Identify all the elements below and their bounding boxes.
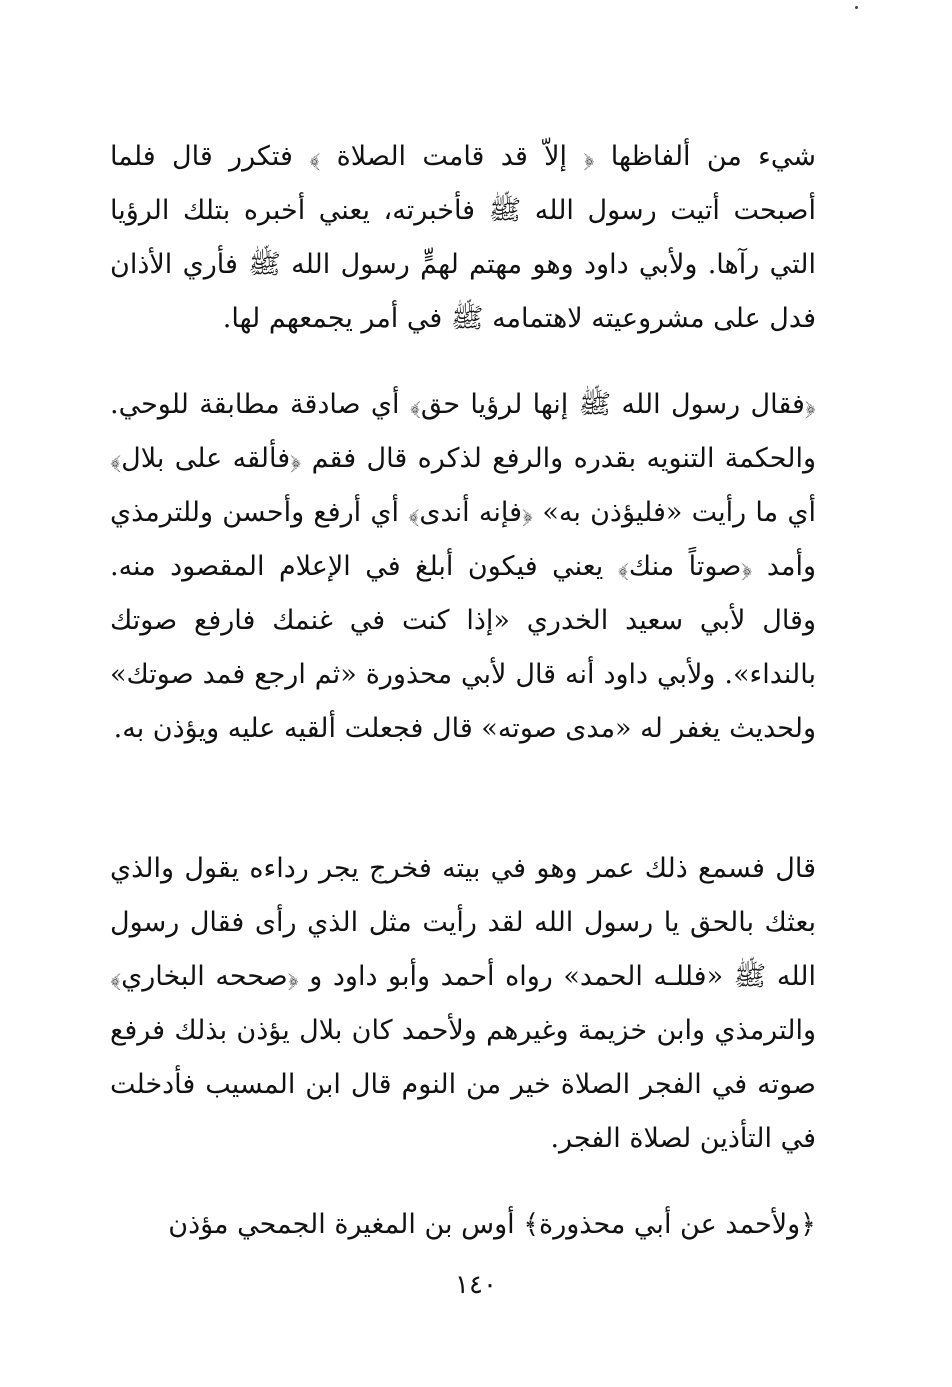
paragraph-1: شيء من ألفاظها ﴿ إلاّ قد قامت الصلاة ﴾ فتكرر قال فلما أصبحت أتيت رسول الله ﷺ فأخبرته، يعني أخبره بتلك الرؤيا التي رآها. ولأبي داود وهو مهتم لهمٍّ رسول الله ﷺ فأري الأذان فدل على مشروعيته لاهتمامه ﷺ في أمر يجمعهم لها. <box>110 141 816 334</box>
scan-speck <box>855 6 858 9</box>
paragraph-4: ﴿ولأحمد عن أبي محذورة﴾ أوس بن المغيرة الجمحي مؤذن <box>168 1209 816 1240</box>
page-number: ١٤٠ <box>455 1270 497 1300</box>
paragraph-3: قال فسمع ذلك عمر وهو في بيته فخرج يجر رداءه يقول والذي بعثك بالحق يا رسول الله لقد رأيت مثل الذي رأى فقال رسول الله ﷺ «فللـه الحمد» رواه أحمد وأبو داود و ﴿صححه البخاري﴾ والترمذي وابن خزيمة وغيرهم ولأحمد كان بلال يؤذن بذلك فرفع صوته في الفجر الصلاة خير من النوم قال ابن المسيب فأدخلت في التأذين لصلاة الفجر. <box>110 853 816 1154</box>
paragraph-2: ﴿فقال رسول الله ﷺ إنها لرؤيا حق﴾ أي صادقة مطابقة للوحي. والحكمة التنويه بقدره والرفع لذكره قال فقم ﴿فألقه على بلال﴾ أي ما رأيت «فليؤذن به» ﴿فإنه أندى﴾ أي أرفع وأحسن وللترمذي وأمد ﴿صوتاً منك﴾ يعني فيكون أبلغ في الإعلام المقصود منه. وقال لأبي سعيد الخدري «إذا كنت في غنمك فارفع صوتك بالنداء». ولأبي داود أنه قال لأبي محذورة «ثم ارجع فمد صوتك» ولحديث يغفر له «مدى صوته» قال فجعلت ألقيه عليه ويؤذن به. <box>110 389 816 744</box>
